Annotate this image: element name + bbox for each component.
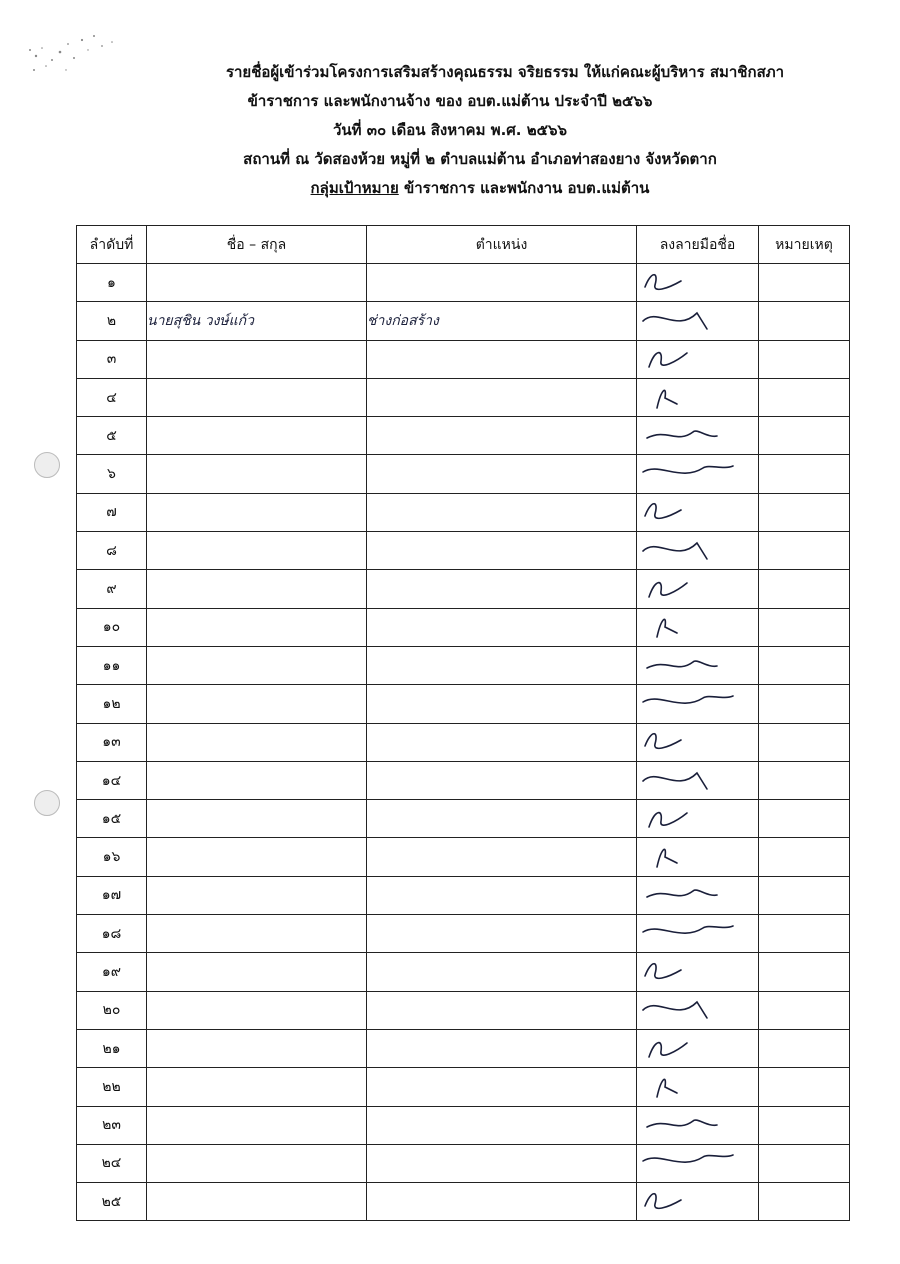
handwritten-signature	[637, 1069, 759, 1105]
signature-cell	[637, 953, 759, 991]
handwritten-signature	[637, 1184, 759, 1220]
table-header-row	[77, 226, 850, 264]
target-group-line	[0, 174, 900, 203]
table-row	[77, 1068, 850, 1106]
attendee-position	[367, 455, 637, 493]
attendee-name	[147, 1068, 367, 1106]
table-row	[77, 646, 850, 684]
attendee-position	[367, 761, 637, 799]
remark-cell	[759, 1144, 850, 1182]
row-number: ๒๒	[77, 1068, 147, 1106]
handwritten-signature	[637, 265, 759, 301]
punch-hole	[34, 790, 60, 816]
remark-cell	[759, 723, 850, 761]
handwritten-signature	[637, 916, 759, 952]
signature-cell	[637, 455, 759, 493]
remark-cell	[759, 646, 850, 684]
handwritten-signature	[637, 648, 759, 684]
attendee-position	[367, 1183, 637, 1221]
table-row	[77, 455, 850, 493]
row-number: ๑๕	[77, 800, 147, 838]
attendee-position	[367, 493, 637, 531]
handwritten-signature	[637, 380, 759, 416]
attendee-position	[367, 1144, 637, 1182]
row-number: ๒๐	[77, 991, 147, 1029]
signature-cell	[637, 646, 759, 684]
row-number: ๑๙	[77, 953, 147, 991]
row-number: ๑๓	[77, 723, 147, 761]
row-number: ๒๔	[77, 1144, 147, 1182]
table-row	[77, 1183, 850, 1221]
attendee-name: นายสุชิน วงษ์แก้ว	[147, 302, 367, 340]
table-row	[77, 1106, 850, 1144]
subtitle-line: ข้าราชการ และพนักงานจ้าง ของ อบต.แม่ต้าน ประจำปี ๒๕๖๖	[247, 92, 653, 110]
attendance-table	[76, 225, 850, 1221]
signature-cell	[637, 608, 759, 646]
row-number: ๑๔	[77, 761, 147, 799]
row-number: ๗	[77, 493, 147, 531]
handwritten-signature	[637, 686, 759, 722]
attendee-name	[147, 646, 367, 684]
target-group-label: กลุ่มเป้าหมาย	[310, 179, 399, 197]
remark-cell	[759, 340, 850, 378]
table-row	[77, 302, 850, 340]
attendee-name	[147, 570, 367, 608]
table-row	[77, 1029, 850, 1067]
remark-cell	[759, 1068, 850, 1106]
row-number: ๑๑	[77, 646, 147, 684]
handwritten-signature	[637, 609, 759, 645]
remark-cell	[759, 800, 850, 838]
attendee-name	[147, 1029, 367, 1067]
target-group-value: ข้าราชการ และพนักงาน อบต.แม่ต้าน	[398, 179, 650, 197]
table-row	[77, 417, 850, 455]
remark-cell	[759, 1183, 850, 1221]
attendee-name	[147, 1183, 367, 1221]
row-number: ๔	[77, 378, 147, 416]
handwritten-signature	[637, 533, 759, 569]
row-number: ๘	[77, 532, 147, 570]
table-row	[77, 800, 850, 838]
row-number: ๑๖	[77, 838, 147, 876]
remark-cell	[759, 915, 850, 953]
attendee-name	[147, 264, 367, 302]
table-row	[77, 532, 850, 570]
remark-cell	[759, 838, 850, 876]
attendee-name	[147, 685, 367, 723]
row-number: ๑๘	[77, 915, 147, 953]
remark-cell	[759, 378, 850, 416]
attendee-name	[147, 800, 367, 838]
table-row	[77, 340, 850, 378]
document-header	[0, 58, 900, 203]
handwritten-signature	[637, 839, 759, 875]
signature-cell	[637, 1144, 759, 1182]
table-row	[77, 264, 850, 302]
attendee-position	[367, 685, 637, 723]
signature-cell	[637, 800, 759, 838]
handwritten-signature	[637, 877, 759, 913]
table-row	[77, 723, 850, 761]
attendee-position	[367, 953, 637, 991]
attendee-name	[147, 532, 367, 570]
attendee-position	[367, 876, 637, 914]
remark-cell	[759, 302, 850, 340]
remark-cell	[759, 1029, 850, 1067]
attendee-name	[147, 876, 367, 914]
signature-cell	[637, 340, 759, 378]
attendee-name	[147, 915, 367, 953]
remark-cell	[759, 570, 850, 608]
signature-cell	[637, 761, 759, 799]
handwritten-signature	[637, 303, 759, 339]
table-row	[77, 685, 850, 723]
attendee-position	[367, 532, 637, 570]
attendee-position	[367, 991, 637, 1029]
table-row	[77, 761, 850, 799]
attendee-position	[367, 608, 637, 646]
handwritten-signature	[637, 456, 759, 492]
remark-cell	[759, 761, 850, 799]
remark-cell	[759, 493, 850, 531]
handwritten-signature	[637, 1107, 759, 1143]
row-number: ๑	[77, 264, 147, 302]
signature-cell	[637, 532, 759, 570]
attendee-name	[147, 417, 367, 455]
handwritten-signature	[637, 992, 759, 1028]
attendee-position	[367, 915, 637, 953]
attendee-position	[367, 838, 637, 876]
signature-cell	[637, 1029, 759, 1067]
table-row	[77, 915, 850, 953]
attendee-name	[147, 953, 367, 991]
attendee-name	[147, 838, 367, 876]
remark-cell	[759, 991, 850, 1029]
signature-cell	[637, 570, 759, 608]
attendee-name	[147, 1144, 367, 1182]
row-number: ๖	[77, 455, 147, 493]
attendee-position	[367, 264, 637, 302]
remark-cell	[759, 876, 850, 914]
table-row	[77, 876, 850, 914]
handwritten-signature	[637, 1031, 759, 1067]
date-line: วันที่ ๓๐ เดือน สิงหาคม พ.ศ. ๒๕๖๖	[332, 121, 568, 139]
remark-cell	[759, 608, 850, 646]
table-row	[77, 1144, 850, 1182]
attendee-name	[147, 455, 367, 493]
signature-cell	[637, 723, 759, 761]
handwritten-signature	[637, 954, 759, 990]
attendee-position	[367, 340, 637, 378]
remark-cell	[759, 685, 850, 723]
handwritten-signature	[637, 763, 759, 799]
venue-line: สถานที่ ณ วัดสองห้วย หมู่ที่ ๒ ตำบลแม่ต้าน อำเภอท่าสองยาง จังหวัดตาก	[243, 150, 717, 168]
attendee-name	[147, 723, 367, 761]
attendee-name	[147, 1106, 367, 1144]
row-number: ๓	[77, 340, 147, 378]
signature-cell	[637, 838, 759, 876]
attendee-position: ช่างก่อสร้าง	[367, 302, 637, 340]
signature-cell	[637, 1106, 759, 1144]
column-header-signature: ลงลายมือชื่อ	[637, 226, 759, 264]
row-number: ๙	[77, 570, 147, 608]
row-number: ๑๐	[77, 608, 147, 646]
remark-cell	[759, 1106, 850, 1144]
signature-cell	[637, 493, 759, 531]
remark-cell	[759, 455, 850, 493]
table-row	[77, 608, 850, 646]
attendee-position	[367, 378, 637, 416]
remark-cell	[759, 264, 850, 302]
row-number: ๒๑	[77, 1029, 147, 1067]
row-number: ๒๕	[77, 1183, 147, 1221]
attendee-position	[367, 1068, 637, 1106]
signature-cell	[637, 264, 759, 302]
attendee-position	[367, 1029, 637, 1067]
attendee-name	[147, 493, 367, 531]
column-header-position: ตำแหน่ง	[367, 226, 637, 264]
handwritten-signature	[637, 1145, 759, 1181]
remark-cell	[759, 532, 850, 570]
handwritten-signature	[637, 341, 759, 377]
handwritten-signature	[637, 418, 759, 454]
attendee-position	[367, 417, 637, 455]
column-header-name: ชื่อ – สกุล	[147, 226, 367, 264]
attendee-position	[367, 570, 637, 608]
table-row	[77, 838, 850, 876]
attendee-name	[147, 340, 367, 378]
row-number: ๒๓	[77, 1106, 147, 1144]
table-row	[77, 493, 850, 531]
attendee-name	[147, 761, 367, 799]
attendee-position	[367, 723, 637, 761]
signature-cell	[637, 991, 759, 1029]
remark-cell	[759, 417, 850, 455]
attendee-name	[147, 378, 367, 416]
table-row	[77, 991, 850, 1029]
attendee-position	[367, 800, 637, 838]
row-number: ๑๒	[77, 685, 147, 723]
row-number: ๑๗	[77, 876, 147, 914]
signature-cell	[637, 417, 759, 455]
punch-hole	[34, 452, 60, 478]
column-header-remark: หมายเหตุ	[759, 226, 850, 264]
title-line: รายชื่อผู้เข้าร่วมโครงการเสริมสร้างคุณธรรม จริยธรรม ให้แก่คณะผู้บริหาร สมาชิกสภา	[225, 63, 785, 81]
handwritten-signature	[637, 494, 759, 530]
signature-cell	[637, 1183, 759, 1221]
signature-cell	[637, 876, 759, 914]
handwritten-signature	[637, 724, 759, 760]
attendee-name	[147, 991, 367, 1029]
handwritten-signature	[637, 801, 759, 837]
handwritten-signature	[637, 571, 759, 607]
remark-cell	[759, 953, 850, 991]
attendee-position	[367, 646, 637, 684]
row-number: ๒	[77, 302, 147, 340]
signature-cell	[637, 915, 759, 953]
signature-cell	[637, 302, 759, 340]
table-row	[77, 378, 850, 416]
signature-cell	[637, 378, 759, 416]
table-row	[77, 570, 850, 608]
signature-cell	[637, 685, 759, 723]
table-row	[77, 953, 850, 991]
column-header-no: ลำดับที่	[77, 226, 147, 264]
attendee-name	[147, 608, 367, 646]
row-number: ๕	[77, 417, 147, 455]
signature-cell	[637, 1068, 759, 1106]
attendee-position	[367, 1106, 637, 1144]
